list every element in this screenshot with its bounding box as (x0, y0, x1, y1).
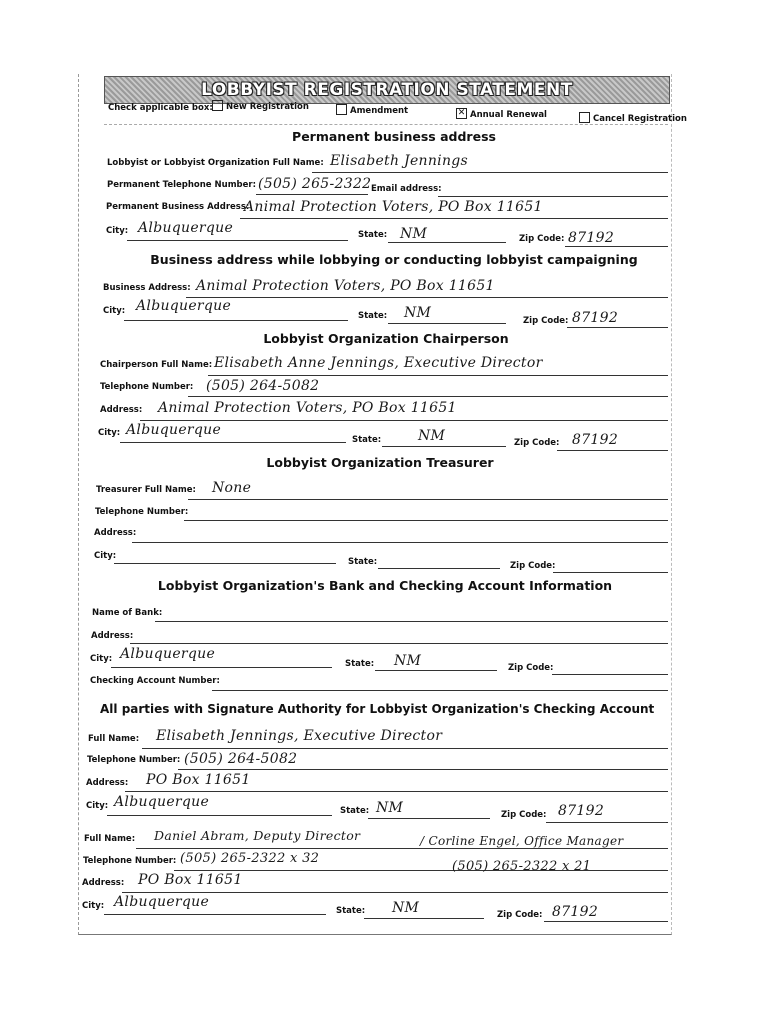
lobby-zip-field[interactable] (567, 327, 668, 328)
bank-city-label: City: (90, 654, 113, 664)
chair-city-label: City: (98, 428, 121, 438)
cancel-registration-option[interactable]: Cancel Registration (579, 113, 687, 124)
email-field[interactable] (438, 196, 668, 197)
chair-state-field[interactable] (382, 446, 506, 447)
new-registration-checkbox[interactable] (212, 100, 223, 111)
signer2-phone-field[interactable] (174, 870, 668, 871)
chair-address-label: Address: (100, 405, 143, 415)
chair-state-label: State: (352, 435, 382, 445)
signer2-state-field[interactable] (364, 918, 484, 919)
divider (104, 124, 668, 125)
lobby-city-field[interactable] (124, 320, 348, 321)
signer1-phone-value: (505) 264-5082 (184, 751, 298, 767)
signer2-address-label: Address: (82, 878, 125, 888)
chair-name-field[interactable] (208, 375, 668, 376)
chair-section-title: Lobbyist Organization Chairperson (263, 331, 509, 346)
treasurer-section-title: Lobbyist Organization Treasurer (266, 455, 494, 470)
new-registration-option[interactable]: New Registration (212, 101, 309, 112)
lobby-address-field[interactable] (186, 297, 668, 298)
chair-state-value: NM (418, 428, 446, 444)
bank-city-value: Albuquerque (120, 646, 216, 662)
treasurer-state-label: State: (348, 557, 378, 567)
perm-phone-label: Permanent Telephone Number: (107, 180, 256, 190)
perm-address-value: Animal Protection Voters, PO Box 11651 (244, 199, 543, 215)
signer2-phone-label: Telephone Number: (83, 856, 177, 866)
bank-address-field[interactable] (130, 643, 668, 644)
lobby-zip-label: Zip Code: (523, 316, 569, 326)
lobby-city-value: Albuquerque (136, 298, 232, 314)
treasurer-name-value: None (212, 480, 252, 496)
bank-name-field[interactable] (155, 621, 668, 622)
account-number-field[interactable] (212, 690, 668, 691)
bank-zip-field[interactable] (552, 674, 668, 675)
chair-zip-field[interactable] (557, 450, 668, 451)
chair-phone-value: (505) 264-5082 (206, 378, 320, 394)
signer1-address-value: PO Box 11651 (146, 772, 251, 788)
signer2-zip-value: 87192 (552, 904, 599, 920)
bank-state-field[interactable] (375, 670, 497, 671)
perm-city-label: City: (106, 226, 129, 236)
perm-city-field[interactable] (127, 240, 348, 241)
perm-zip-label: Zip Code: (519, 234, 565, 244)
perm-state-field[interactable] (388, 242, 506, 243)
form-title: LOBBYIST REGISTRATION STATEMENT (201, 80, 573, 100)
signer1-state-value: NM (376, 800, 404, 816)
signer1-address-field[interactable] (125, 791, 668, 792)
signer1-state-label: State: (340, 806, 370, 816)
lobby-zip-value: 87192 (572, 310, 619, 326)
treasurer-zip-field[interactable] (553, 572, 668, 573)
signer1-zip-label: Zip Code: (501, 810, 547, 820)
signer2-phone-value: (505) 265-2322 x 32 (180, 851, 320, 866)
chair-address-field[interactable] (140, 420, 668, 421)
signer2-address-value: PO Box 11651 (138, 872, 243, 888)
chair-city-value: Albuquerque (126, 422, 222, 438)
signer1-address-label: Address: (86, 778, 129, 788)
signer1-city-label: City: (86, 801, 109, 811)
annual-renewal-option[interactable]: ✕ Annual Renewal (457, 108, 547, 120)
signer2-city-value: Albuquerque (114, 894, 210, 910)
perm-zip-value: 87192 (568, 230, 615, 246)
lobby-state-value: NM (404, 305, 432, 321)
signer1-phone-label: Telephone Number: (87, 755, 181, 765)
signer1-zip-field[interactable] (546, 822, 668, 823)
chair-city-field[interactable] (120, 442, 346, 443)
perm-city-value: Albuquerque (138, 220, 234, 236)
treasurer-city-label: City: (94, 551, 117, 561)
signer1-city-value: Albuquerque (114, 794, 210, 810)
chair-phone-field[interactable] (188, 396, 668, 397)
signer2-name-label: Full Name: (84, 834, 136, 844)
lobbying-section-title: Business address while lobbying or conducting lobbyist campaigning (150, 252, 638, 267)
treasurer-name-field[interactable] (188, 499, 668, 500)
chair-name-label: Chairperson Full Name: (100, 360, 213, 370)
lobby-state-label: State: (358, 311, 388, 321)
treasurer-name-label: Treasurer Full Name: (96, 485, 196, 495)
bank-name-label: Name of Bank: (92, 608, 163, 618)
email-label: Email address: (371, 184, 442, 194)
permanent-section-title: Permanent business address (292, 129, 496, 144)
signers-section-title: All parties with Signature Authority for Lobbyist Organization's Checking Account (100, 702, 655, 716)
bank-zip-label: Zip Code: (508, 663, 554, 673)
perm-state-value: NM (400, 226, 428, 242)
treasurer-zip-label: Zip Code: (510, 561, 556, 571)
org-name-label: Lobbyist or Lobbyist Organization Full Name: (107, 158, 324, 168)
perm-phone-value: (505) 265-2322 (258, 176, 372, 192)
signer2-zip-field[interactable] (544, 921, 668, 922)
signer2-name-value-2: / Corline Engel, Office Manager (420, 834, 624, 848)
check-applicable-label: Check applicable box: (108, 103, 213, 113)
treasurer-city-field[interactable] (114, 563, 336, 564)
chair-name-value: Elisabeth Anne Jennings, Executive Director (214, 355, 543, 371)
org-name-field[interactable] (312, 172, 668, 173)
lobby-city-label: City: (103, 306, 126, 316)
signer2-address-field[interactable] (122, 892, 668, 893)
bank-state-value: NM (394, 653, 422, 669)
amendment-checkbox[interactable] (336, 104, 347, 115)
signer1-city-field[interactable] (107, 815, 332, 816)
bank-city-field[interactable] (111, 667, 332, 668)
org-name-value: Elisabeth Jennings (330, 153, 469, 169)
signer1-name-field[interactable] (142, 748, 668, 749)
chair-zip-value: 87192 (572, 432, 619, 448)
chair-address-value: Animal Protection Voters, PO Box 11651 (158, 400, 457, 416)
signer1-state-field[interactable] (368, 818, 490, 819)
perm-phone-field[interactable] (256, 194, 368, 195)
lobby-state-field[interactable] (388, 323, 506, 324)
treasurer-state-field[interactable] (378, 568, 500, 569)
form-title-banner (104, 76, 670, 104)
bank-address-label: Address: (91, 631, 134, 641)
perm-zip-field[interactable] (565, 246, 668, 247)
treasurer-address-label: Address: (94, 528, 137, 538)
signer1-phone-field[interactable] (178, 769, 668, 770)
signer2-phone-value-2: (505) 265-2322 x 21 (452, 859, 592, 874)
signer2-city-label: City: (82, 901, 105, 911)
signer2-state-value: NM (392, 900, 420, 916)
chair-zip-label: Zip Code: (514, 438, 560, 448)
chair-phone-label: Telephone Number: (100, 382, 194, 392)
perm-address-label: Permanent Business Address: (106, 202, 250, 212)
perm-address-field[interactable] (240, 218, 668, 219)
lobby-address-value: Animal Protection Voters, PO Box 11651 (196, 278, 495, 294)
signer2-state-label: State: (336, 906, 366, 916)
signer2-name-field[interactable] (136, 848, 668, 849)
treasurer-phone-field[interactable] (184, 520, 668, 521)
amendment-option[interactable]: Amendment (336, 105, 408, 116)
signer1-zip-value: 87192 (558, 803, 605, 819)
treasurer-phone-label: Telephone Number: (95, 507, 189, 517)
bank-section-title: Lobbyist Organization's Bank and Checking Account Information (157, 578, 613, 593)
bank-state-label: State: (345, 659, 375, 669)
signer2-zip-label: Zip Code: (497, 910, 543, 920)
lobby-address-label: Business Address: (103, 283, 191, 293)
account-number-label: Checking Account Number: (90, 676, 220, 686)
treasurer-address-field[interactable] (132, 542, 668, 543)
perm-state-label: State: (358, 230, 388, 240)
annual-renewal-checkbox[interactable]: ✕ (457, 108, 466, 118)
cancel-registration-checkbox[interactable] (579, 112, 590, 123)
signer1-name-value: Elisabeth Jennings, Executive Director (156, 728, 443, 744)
signer2-name-value: Daniel Abram, Deputy Director (154, 828, 361, 843)
signer2-city-field[interactable] (104, 914, 326, 915)
signer1-name-label: Full Name: (88, 734, 140, 744)
